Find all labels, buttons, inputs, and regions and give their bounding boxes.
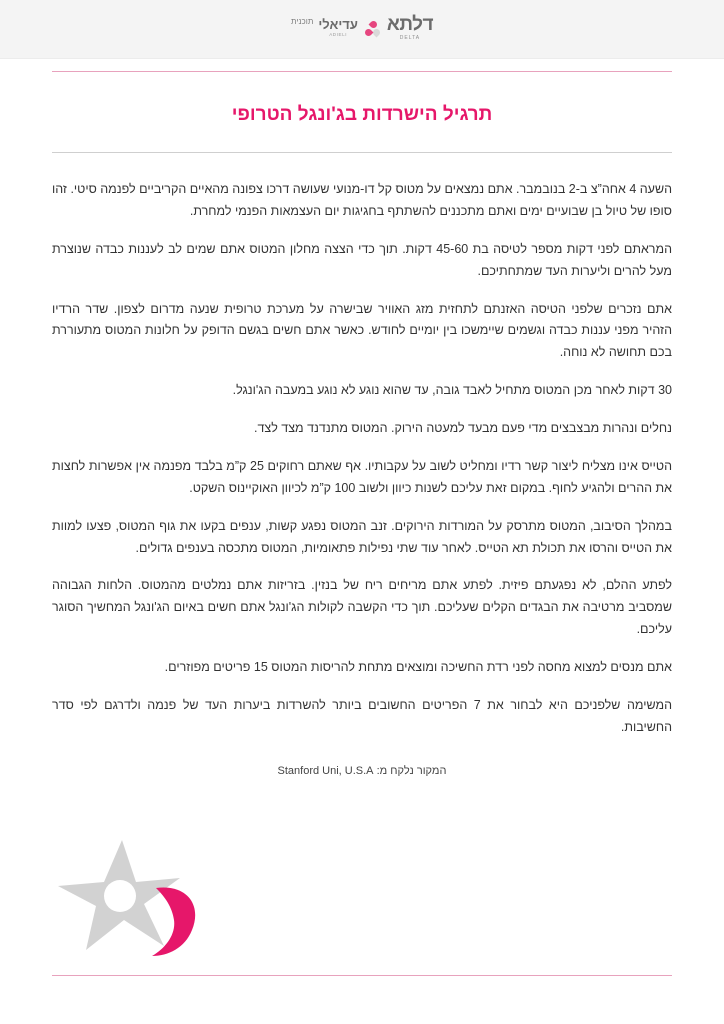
paragraph: אתם נזכרים שלפני הטיסה האזנתם לתחזית מזג האוויר שבישרה על מערכת טרופית שנעה מדרום לצפון. שדר הרדיו הזהיר מפני עננות כבדה וגשמים שיימשכו בין יומיים לחודש. כאשר אתם חשים בגשם הדופק על חלונות המטוס מתעוררת בכם תחושה לא נוחה. [52, 301, 672, 360]
footer-artwork [52, 838, 242, 968]
source-credit [52, 765, 672, 777]
source-value: Stanford Uni, U.S.A [277, 764, 374, 777]
brand-tagline: תוכנית [291, 17, 314, 26]
paragraph: 30 דקות לאחר מכן המטוס מתחיל לאבד גובה, עד שהוא נוגע לא נוגע במעבה הג'ונגל. [232, 383, 672, 398]
brand-name-hebrew: דלתא [386, 14, 434, 35]
title-divider [52, 152, 672, 153]
star-swoosh-icon [52, 838, 242, 968]
top-divider [52, 71, 672, 72]
paragraph: במהלך הסיבוב, המטוס מתרסק על המורדות הירוקים. זנב המטוס נפגע קשות, ענפים בקעו את גוף המטוס, פצעו למוות את הטייס והרסו את תכולת תא הטייס. לאחר עוד שתי נפילות פתאומיות, המטוס מתכסה בענפים גדולים. [52, 518, 672, 555]
document-content [0, 71, 724, 777]
brand-sub-latin: ADIELI [329, 32, 348, 38]
paragraph: השעה 4 אחה”צ ב-2 בנובמבר. אתם נמצאים על מטוס קל דו-מנועי שעושה דרכו צפונה מהאיים הקריביים לפנמה סיטי. זהו סופו של טיול בן שבועיים ימים ואתם מתכננים להשתתף בחגיגות יום העצמאות הפנמי למחרת. [52, 182, 672, 218]
source-label: המקור נלקח מ: [376, 764, 447, 777]
page-header [0, 0, 724, 59]
paragraph: המראתם לפני דקות מספר לטיסה בת 45-60 דקות. תוך כדי הצצה מחלון המטוס אתם שמים לב לעננות כבדה שנוצרת מעל להרים וליערות העד שמתחתיכם. [52, 241, 672, 278]
paragraph: הטייס אינו מצליח ליצור קשר רדיו ומחליט לשוב על עקבותיו. אף שאתם רחוקים 25 ק”מ בלבד מפנמה אין אפשרות לחצות את ההרים ולהגיע לחוף. במקום זאת עליכם לשנות כיוון ולשוב 100 ק”מ לכיוון האוקיינוס השקט. [52, 458, 672, 495]
body-text [52, 179, 672, 739]
footer-divider [52, 975, 672, 976]
flower-icon [365, 21, 380, 36]
paragraph: המשימה שלפניכם היא לבחור את 7 הפריטים החשובים ביותר להשרדות ביערות העד של פנמה ולדרגם לפי סדר החשיבות. [52, 697, 672, 734]
brand-logo-primary [387, 15, 433, 41]
brand-name-latin: DELTA [399, 35, 421, 41]
brand-sub-hebrew: עדיאלי [318, 17, 358, 33]
paragraph: אתם מנסים למצוא מחסה לפני רדת החשיכה ומוצאים מתחת להריסות המטוס 15 פריטים מפוזרים. [164, 660, 672, 674]
brand-logo-secondary [318, 18, 358, 38]
page-title: תרגיל הישרדות בג'ונגל הטרופי [231, 104, 493, 125]
paragraph: נחלים ונהרות מבצבצים מדי פעם מבעד למעטה הירוק. המטוס מתנדנד מצד לצד. [254, 421, 672, 435]
brand-logo [291, 15, 433, 41]
paragraph: לפתע ההלם, לא נפגעתם פיזית. לפתע אתם מריחים ריח של בנזין. בזריזות אתם נמלטים מהמטוס. הלחות הגבוהה שמסביב מרטיבה את הבגדים הקלים שעליכם. תוך כדי הקשבה לקולות הג'ונגל אתם חשים באיום הג'ונגל המחשיך הסוגר עליכם. [52, 578, 672, 637]
